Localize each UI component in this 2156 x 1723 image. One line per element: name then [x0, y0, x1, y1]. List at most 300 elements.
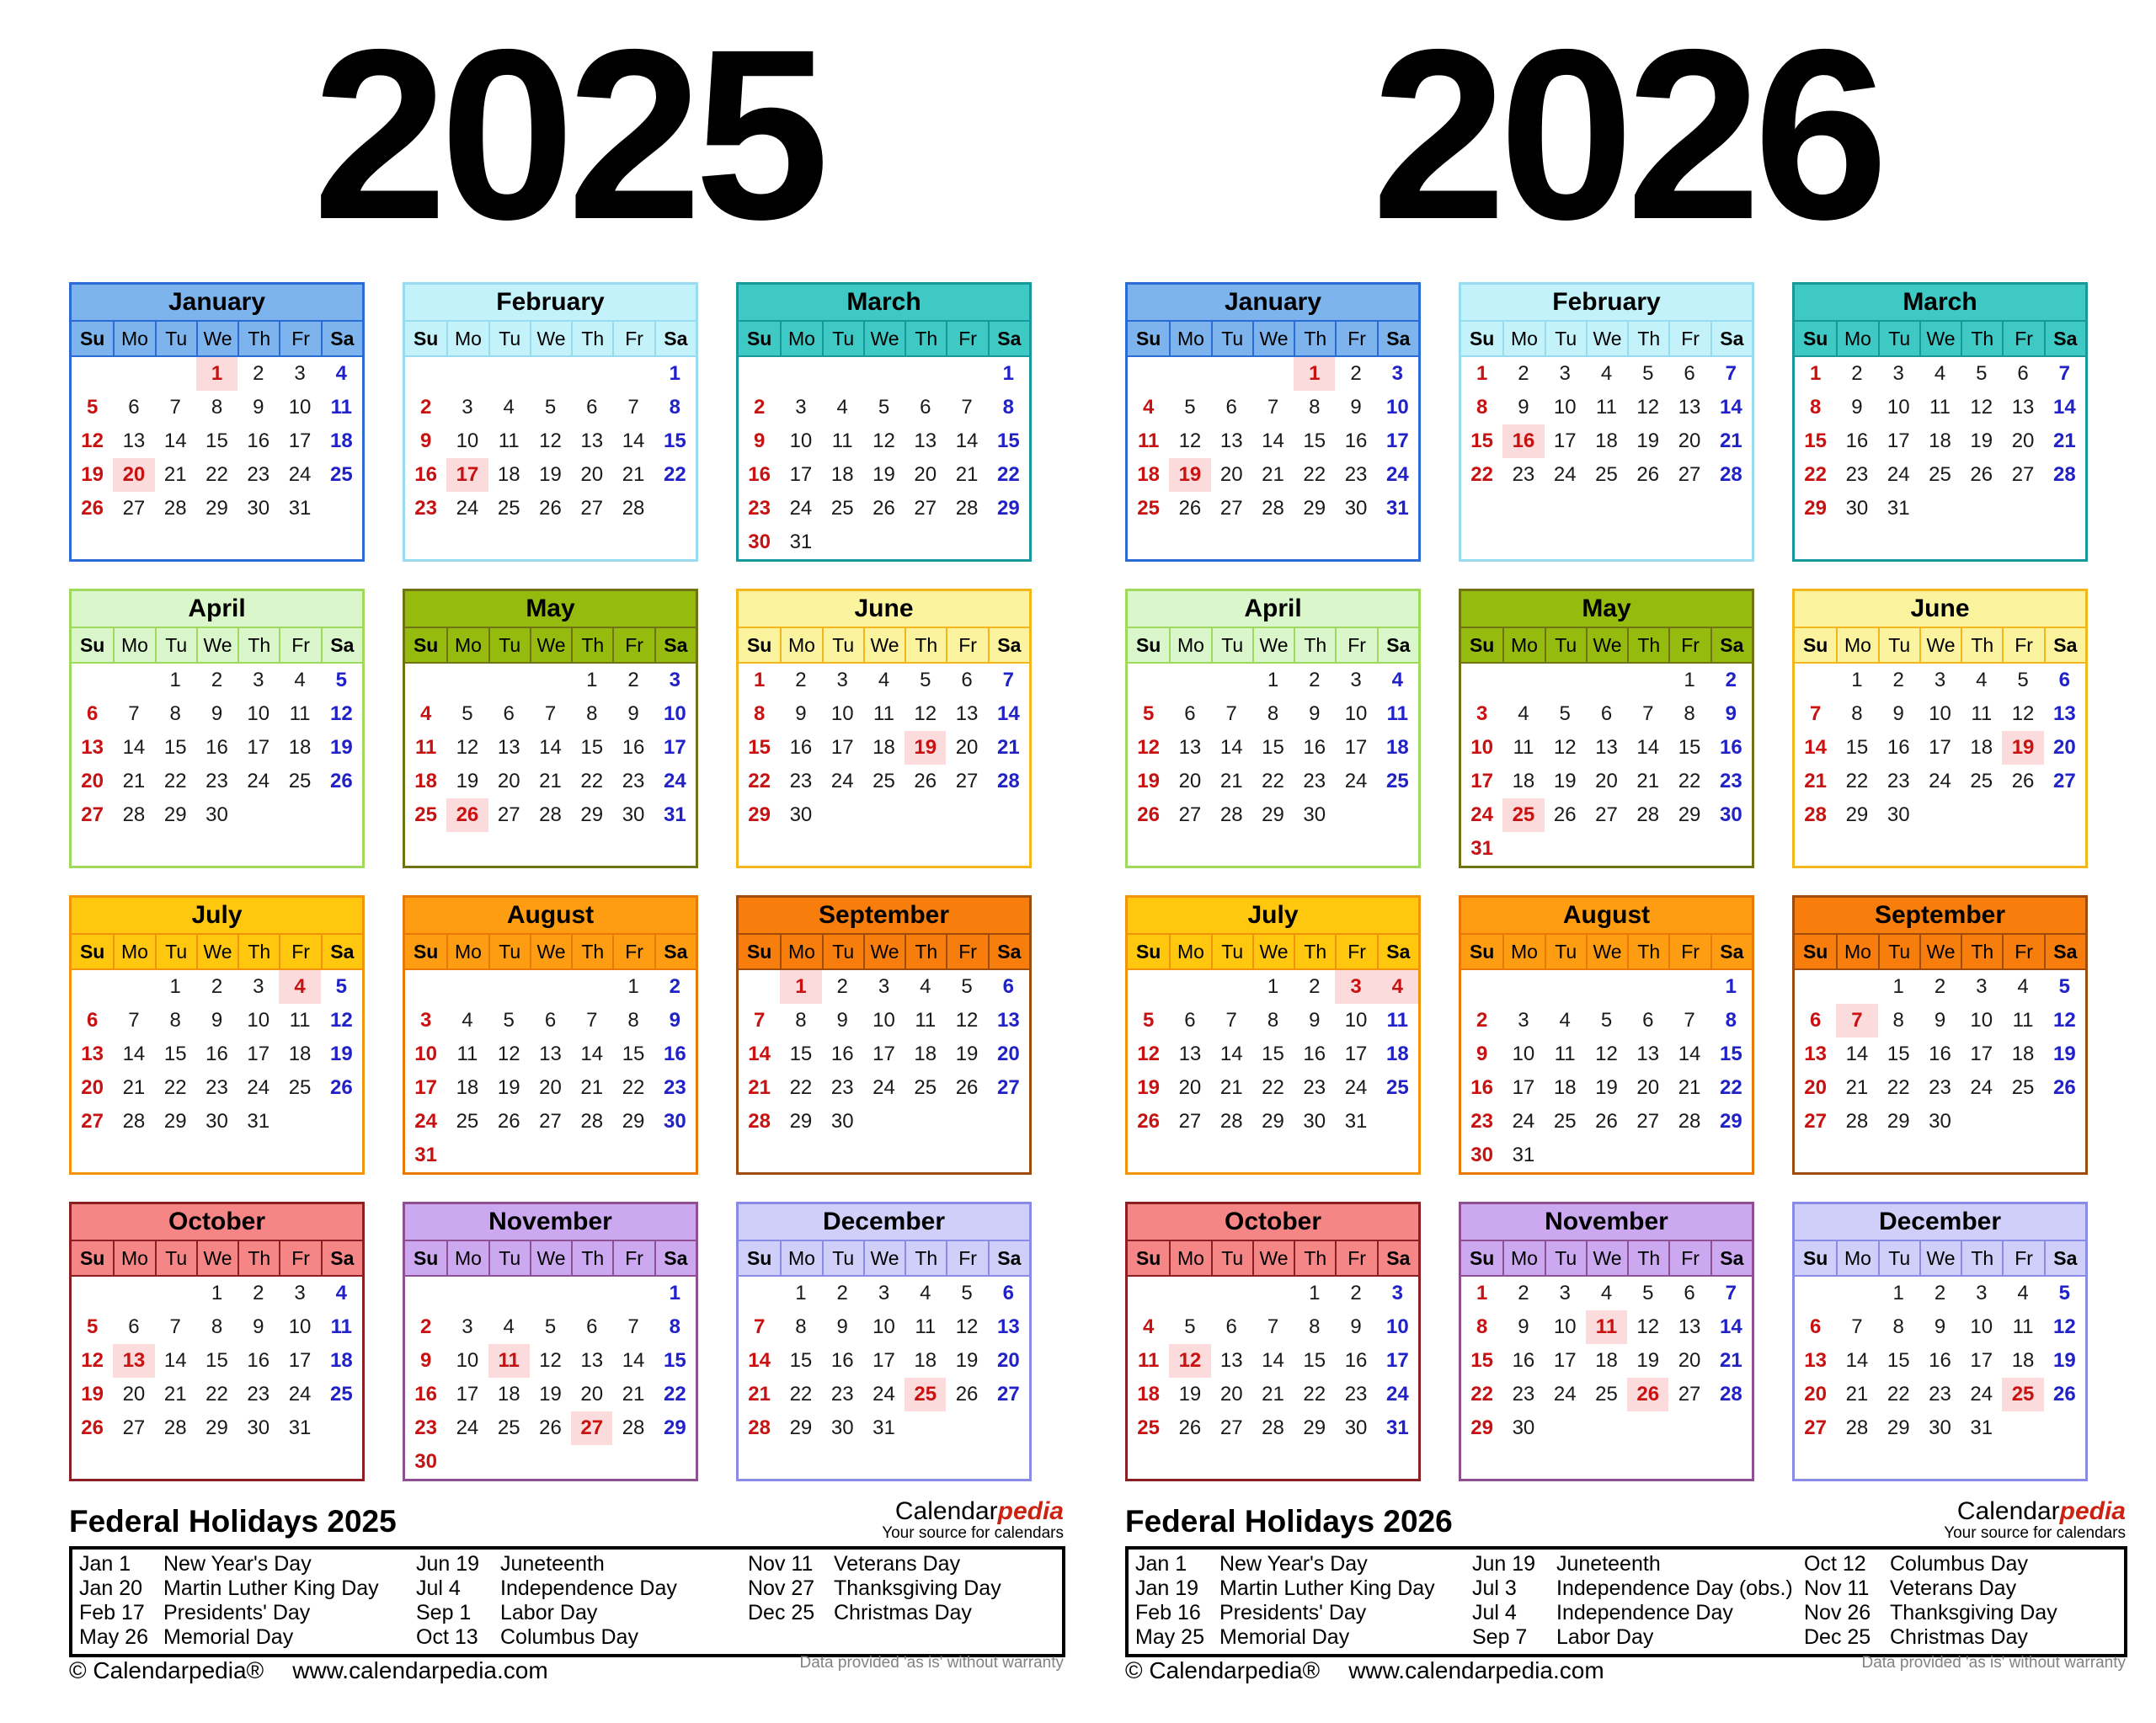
weekday-label: Sa [2044, 628, 2085, 662]
day-cell: 1 [169, 669, 181, 691]
month-march-2026 [1792, 282, 2088, 562]
day-cell-empty [530, 970, 571, 1004]
day-cell: 22 [163, 770, 187, 792]
day-cell-empty [1627, 970, 1668, 1004]
day-cell: 3 [1934, 669, 1946, 691]
day-cell: 5 [335, 975, 348, 998]
day-cell: 27 [996, 1076, 1020, 1099]
day-cell: 24 [247, 1076, 270, 1099]
day-cell: 17 [1929, 736, 1951, 759]
weekday-label: We [863, 935, 905, 968]
weekday-label: Tu [1211, 628, 1252, 662]
day-cell: 15 [1303, 1349, 1326, 1372]
day-cell: 13 [1804, 1349, 1827, 1372]
day-cell: 18 [288, 736, 312, 759]
day-cell: 12 [81, 429, 104, 452]
day-cell: 6 [1684, 362, 1695, 385]
day-cell: 3 [1518, 1009, 1529, 1032]
day-cell: 28 [1845, 1416, 1869, 1439]
weekday-row [1795, 1240, 2085, 1277]
month-september-2026 [1792, 895, 2088, 1175]
holiday-row [1135, 1601, 2124, 1625]
day-cell: 25 [414, 803, 437, 826]
weekday-label: Th [1294, 935, 1335, 968]
day-cell: 16 [205, 1043, 228, 1065]
day-cell: 23 [1886, 770, 1910, 792]
day-cell: 13 [1595, 736, 1618, 759]
day-cell: 28 [955, 497, 979, 520]
day-cell-empty [446, 1277, 488, 1310]
weekday-label: Sa [988, 628, 1029, 662]
holiday-name: Columbus Day [500, 1625, 638, 1649]
holiday-name: Presidents' Day [163, 1601, 311, 1624]
day-cell: 9 [836, 1009, 848, 1032]
day-cell: 5 [2058, 1282, 2071, 1304]
federal-holidays-title-2026: Federal Holidays 2026 [1125, 1504, 1453, 1539]
day-cell: 17 [1385, 1349, 1409, 1372]
weekday-label: Su [1135, 634, 1161, 656]
holiday-row [79, 1601, 1062, 1625]
weekday-label: We [863, 322, 905, 355]
day-cell: 23 [414, 1416, 437, 1439]
day-cell: 31 [1512, 1144, 1535, 1166]
day-cell: 25 [288, 770, 312, 792]
day-cell: 7 [1225, 702, 1237, 725]
day-cell: 25 [1553, 1110, 1577, 1133]
day-cell-empty [946, 357, 987, 391]
weekday-row [1461, 1240, 1752, 1277]
weekday-label: We [1252, 1241, 1294, 1275]
day-cell: 21 [1636, 770, 1660, 792]
day-cell: 18 [1137, 463, 1160, 486]
day-cell: 13 [955, 702, 979, 725]
month-title: May [405, 591, 696, 627]
day-cell: 30 [1929, 1110, 1951, 1133]
month-title: March [739, 285, 1029, 320]
day-cell: 14 [622, 1349, 645, 1372]
day-cell-holiday: 11 [1586, 1310, 1627, 1344]
day-cell: 9 [1350, 396, 1362, 419]
weekday-label: Th [1627, 628, 1668, 662]
day-cell: 29 [163, 1110, 187, 1133]
weekday-row [1795, 627, 2085, 664]
calendarpedia-url-link[interactable]: www.calendarpedia.com [292, 1657, 548, 1683]
day-cell: 23 [1929, 1076, 1951, 1099]
day-cell: 9 [1518, 396, 1529, 419]
day-cell: 6 [1225, 396, 1237, 419]
day-cell: 12 [955, 1315, 979, 1338]
weekday-label: Th [905, 322, 946, 355]
day-cell: 11 [2012, 1009, 2034, 1032]
day-cell: 11 [1137, 429, 1160, 452]
day-cell: 30 [1512, 1416, 1535, 1439]
day-cell: 21 [748, 1076, 771, 1099]
day-cell: 21 [2052, 429, 2076, 452]
day-cell: 24 [663, 770, 686, 792]
day-cell: 6 [503, 702, 515, 725]
day-cell: 11 [873, 702, 894, 725]
day-cell: 24 [456, 1416, 479, 1439]
day-cell: 18 [329, 429, 353, 452]
day-cell: 23 [247, 1383, 270, 1406]
day-cell: 26 [2052, 1076, 2076, 1099]
day-cell: 7 [1642, 702, 1654, 725]
footer-copyright [1125, 1657, 1604, 1684]
day-cell-empty [1502, 970, 1544, 1004]
day-cell: 26 [1137, 803, 1160, 826]
day-cell: 24 [288, 1383, 312, 1406]
day-cell: 21 [1804, 770, 1827, 792]
day-cell: 5 [2058, 975, 2071, 998]
day-cell: 20 [1178, 770, 1202, 792]
weekday-label: Th [1961, 628, 2002, 662]
day-cell: 3 [1559, 362, 1571, 385]
weekday-label: Su [1469, 1247, 1495, 1269]
calendarpedia-url-link[interactable]: www.calendarpedia.com [1348, 1657, 1604, 1683]
month-title: January [72, 285, 362, 320]
day-cell: 1 [211, 1282, 223, 1304]
day-cell: 19 [329, 1043, 353, 1065]
day-cell: 30 [205, 1110, 228, 1133]
day-cell: 15 [1886, 1043, 1910, 1065]
weekday-label: Fr [612, 1241, 654, 1275]
weekday-label: Su [1802, 1247, 1828, 1269]
day-cell: 28 [539, 803, 562, 826]
holiday-row [1135, 1625, 2124, 1650]
day-cell: 30 [414, 1450, 437, 1473]
weekday-label: Tu [155, 935, 196, 968]
holiday-date: Jan 1 [1135, 1552, 1187, 1576]
day-cell-empty [739, 357, 780, 391]
day-cell: 10 [1553, 1315, 1577, 1338]
day-cell: 23 [830, 1076, 854, 1099]
day-cell: 10 [1929, 702, 1951, 725]
day-cell: 21 [622, 1383, 645, 1406]
weekday-label: We [1919, 322, 1961, 355]
day-cell: 31 [247, 1110, 270, 1133]
day-cell-holiday: 25 [1502, 798, 1544, 832]
day-cell: 17 [830, 736, 854, 759]
day-cell: 13 [1636, 1043, 1660, 1065]
day-cell: 4 [1600, 1282, 1613, 1304]
day-cell: 12 [1178, 429, 1202, 452]
day-cell: 16 [748, 463, 771, 486]
day-cell: 18 [497, 1383, 520, 1406]
day-cell: 30 [247, 497, 270, 520]
day-cell: 26 [955, 1076, 979, 1099]
day-cell: 6 [2017, 362, 2029, 385]
day-cell-holiday: 1 [1294, 357, 1335, 391]
day-cell: 5 [1600, 1009, 1613, 1032]
calendarpedia-logo-text [1944, 1497, 2126, 1525]
day-cell: 25 [1595, 463, 1618, 486]
month-february-2025 [403, 282, 698, 562]
day-cell: 2 [669, 975, 681, 998]
day-cell: 12 [81, 1349, 104, 1372]
day-cell: 15 [663, 1349, 686, 1372]
holiday-name: Christmas Day [834, 1601, 972, 1624]
day-cell: 1 [169, 975, 181, 998]
day-cell: 6 [961, 669, 973, 691]
day-cell-empty [72, 970, 113, 1004]
calendarpedia-logo [882, 1497, 1064, 1543]
day-cell: 26 [329, 770, 353, 792]
day-cell: 9 [669, 1009, 681, 1032]
day-cell: 13 [1178, 736, 1202, 759]
day-cell: 25 [497, 1416, 520, 1439]
day-cell: 15 [205, 429, 228, 452]
day-cell: 19 [1137, 1076, 1160, 1099]
day-cell: 8 [1476, 1315, 1488, 1338]
day-cell: 12 [1595, 1043, 1618, 1065]
weekday-row [1461, 320, 1752, 357]
day-grid [405, 1277, 696, 1479]
day-cell: 17 [1470, 770, 1493, 792]
day-cell: 17 [1886, 429, 1910, 452]
day-cell: 30 [1845, 497, 1869, 520]
day-grid [1461, 357, 1752, 492]
day-cell: 6 [1002, 975, 1015, 998]
weekday-label: Su [79, 328, 105, 349]
day-cell: 18 [1595, 1349, 1618, 1372]
holiday-date: May 25 [1135, 1625, 1204, 1649]
day-cell: 12 [329, 702, 353, 725]
weekday-label: Th [905, 935, 946, 968]
day-cell: 3 [462, 396, 473, 419]
day-cell: 28 [1262, 497, 1284, 520]
month-title: November [405, 1204, 696, 1240]
day-cell: 24 [873, 1076, 895, 1099]
day-cell: 14 [539, 736, 562, 759]
weekday-label: Fr [2002, 628, 2043, 662]
day-cell: 25 [329, 463, 353, 486]
weekday-label: We [1586, 628, 1627, 662]
day-cell: 7 [1225, 1009, 1237, 1032]
holiday-date: Sep 1 [416, 1601, 472, 1624]
weekday-label: Mo [446, 1241, 488, 1275]
day-cell: 31 [414, 1144, 437, 1166]
day-cell: 23 [1303, 770, 1326, 792]
day-cell-empty [1128, 357, 1169, 391]
day-cell: 11 [289, 1009, 311, 1032]
day-cell: 4 [1934, 362, 1946, 385]
day-cell: 25 [830, 497, 854, 520]
day-cell: 27 [81, 1110, 104, 1133]
day-cell: 11 [915, 1315, 937, 1338]
day-cell-empty [1169, 664, 1210, 697]
day-cell: 14 [748, 1043, 771, 1065]
day-cell: 11 [1929, 396, 1951, 419]
day-cell: 28 [163, 1416, 187, 1439]
day-cell: 22 [1303, 1383, 1326, 1406]
day-cell: 1 [1851, 669, 1863, 691]
day-cell: 29 [205, 497, 228, 520]
day-cell: 12 [539, 1349, 562, 1372]
day-cell: 19 [81, 463, 104, 486]
day-cell: 27 [1219, 497, 1243, 520]
day-cell: 21 [622, 463, 645, 486]
day-cell: 20 [2011, 429, 2035, 452]
day-cell: 16 [830, 1349, 854, 1372]
day-cell: 6 [1809, 1315, 1822, 1338]
day-cell-holiday: 19 [905, 731, 946, 765]
day-cell: 2 [836, 1282, 848, 1304]
day-cell: 26 [2052, 1383, 2076, 1406]
weekday-label: Su [746, 1247, 772, 1269]
day-cell: 27 [580, 497, 604, 520]
day-cell: 29 [580, 803, 604, 826]
day-cell-empty [1169, 357, 1210, 391]
holiday-name: Labor Day [500, 1601, 598, 1624]
year-title-2026: 2026 [1371, 0, 1881, 270]
weekday-row [1795, 933, 2085, 970]
day-cell: 21 [1219, 1076, 1243, 1099]
weekday-label: Th [1294, 322, 1335, 355]
weekday-label: Fr [1668, 628, 1710, 662]
day-cell: 4 [335, 1282, 348, 1304]
day-cell: 20 [1678, 429, 1701, 452]
day-cell: 18 [873, 736, 895, 759]
day-cell: 1 [669, 362, 681, 385]
day-cell: 7 [128, 1009, 140, 1032]
day-cell: 3 [1976, 975, 1988, 998]
day-cell: 2 [211, 669, 223, 691]
logo-part-pedia: pedia [2059, 1497, 2126, 1525]
month-march-2025 [736, 282, 1032, 562]
weekday-label: Mo [113, 1241, 154, 1275]
holiday-name [834, 1625, 1062, 1650]
weekday-row [1128, 627, 1418, 664]
day-cell: 11 [330, 1315, 353, 1338]
day-cell: 25 [497, 497, 520, 520]
day-cell: 3 [253, 669, 264, 691]
day-cell: 2 [253, 1282, 264, 1304]
day-cell: 19 [1595, 1076, 1618, 1099]
weekday-label: Su [1802, 634, 1828, 656]
month-title: December [1795, 1204, 2085, 1240]
month-july-2026 [1125, 895, 1421, 1175]
holiday-name: Veterans Day [1890, 1576, 2017, 1600]
day-cell: 19 [497, 1076, 520, 1099]
day-cell: 10 [873, 1009, 895, 1032]
weekday-label: Mo [113, 935, 154, 968]
weekday-label: We [196, 322, 237, 355]
day-cell: 27 [1178, 1110, 1202, 1133]
holiday-date: Feb 16 [1135, 1601, 1201, 1624]
day-cell: 7 [961, 396, 973, 419]
day-cell: 17 [663, 736, 686, 759]
weekday-label: Sa [654, 322, 696, 355]
day-cell: 14 [1678, 1043, 1701, 1065]
weekday-label: Fr [946, 322, 987, 355]
day-cell: 9 [1725, 702, 1737, 725]
day-cell: 23 [1344, 1383, 1368, 1406]
day-cell-empty [155, 357, 196, 391]
day-cell-empty [1128, 970, 1169, 1004]
weekday-label: We [530, 628, 571, 662]
day-cell: 18 [1512, 770, 1535, 792]
day-cell: 8 [1892, 1315, 1904, 1338]
day-cell: 14 [580, 1043, 604, 1065]
day-cell: 12 [1970, 396, 1993, 419]
day-cell: 4 [1976, 669, 1988, 691]
day-cell: 15 [1886, 1349, 1910, 1372]
day-cell: 14 [122, 736, 146, 759]
day-cell: 24 [789, 497, 813, 520]
holiday-row [79, 1552, 1062, 1576]
day-cell: 15 [1470, 1349, 1493, 1372]
day-cell: 28 [1219, 803, 1243, 826]
weekday-label: Su [413, 941, 439, 963]
weekday-label: Mo [1836, 628, 1877, 662]
day-cell: 13 [2011, 396, 2035, 419]
day-cell: 7 [1851, 1315, 1863, 1338]
day-cell: 13 [81, 1043, 104, 1065]
day-cell: 1 [795, 1282, 807, 1304]
holiday-date: Nov 11 [748, 1552, 814, 1576]
day-cell: 30 [830, 1416, 854, 1439]
day-cell: 31 [1385, 1416, 1409, 1439]
day-cell: 4 [294, 669, 306, 691]
holiday-date: Oct 12 [1804, 1552, 1866, 1576]
day-cell: 19 [329, 736, 353, 759]
weekday-label: Mo [1169, 628, 1210, 662]
weekday-row [1128, 1240, 1418, 1277]
weekday-label: We [530, 1241, 571, 1275]
day-cell: 23 [789, 770, 813, 792]
day-cell: 20 [497, 770, 520, 792]
day-cell: 9 [627, 702, 639, 725]
day-cell: 26 [1970, 463, 1993, 486]
day-cell: 27 [1678, 463, 1701, 486]
weekday-label: We [1586, 322, 1627, 355]
day-cell: 8 [1267, 1009, 1279, 1032]
day-cell: 9 [795, 702, 807, 725]
day-cell: 19 [1178, 1383, 1202, 1406]
year-title-2025: 2025 [312, 0, 822, 270]
weekday-label: Fr [2002, 935, 2043, 968]
day-cell: 28 [622, 1416, 645, 1439]
weekday-label: Su [1135, 941, 1161, 963]
day-cell: 16 [1344, 1349, 1368, 1372]
weekday-label: Tu [1878, 322, 1919, 355]
day-cell: 16 [414, 1383, 437, 1406]
weekday-label: Fr [612, 935, 654, 968]
day-cell: 10 [1970, 1009, 1993, 1032]
day-cell-empty [1795, 970, 1836, 1004]
day-cell: 4 [1142, 396, 1155, 419]
weekday-label: Fr [946, 935, 987, 968]
day-cell: 22 [663, 1383, 686, 1406]
day-cell: 9 [1518, 1315, 1529, 1338]
day-cell: 11 [1386, 702, 1409, 725]
day-cell: 15 [663, 429, 686, 452]
day-cell: 30 [663, 1110, 686, 1133]
day-cell: 5 [1559, 702, 1571, 725]
weekday-label: Tu [1545, 1241, 1586, 1275]
weekday-label: Th [237, 935, 279, 968]
day-cell-empty [405, 970, 446, 1004]
day-cell: 13 [996, 1009, 1020, 1032]
day-cell: 1 [1892, 975, 1904, 998]
day-cell-empty [405, 357, 446, 391]
day-cell: 11 [498, 429, 520, 452]
day-cell: 2 [1934, 975, 1946, 998]
day-cell: 25 [456, 1110, 479, 1133]
weekday-label: Tu [155, 1241, 196, 1275]
day-cell: 23 [1512, 463, 1535, 486]
day-cell: 17 [1553, 1349, 1577, 1372]
